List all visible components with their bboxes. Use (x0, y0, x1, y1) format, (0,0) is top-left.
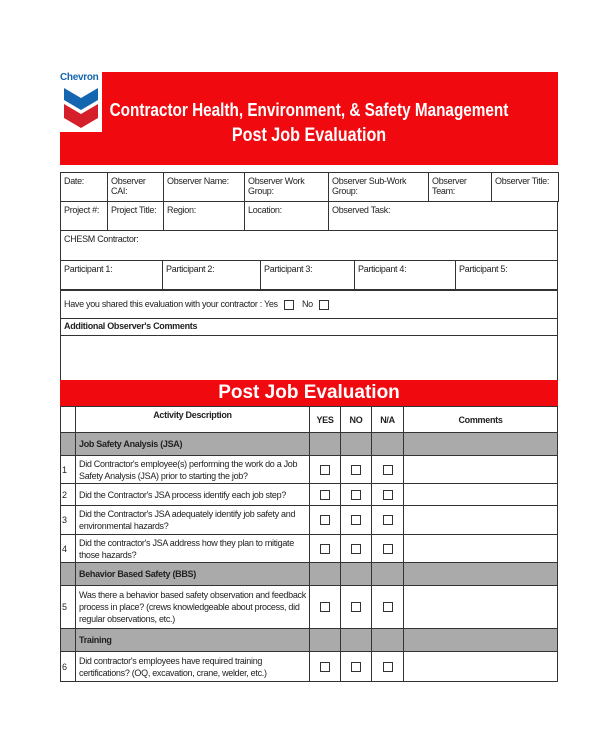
yes-header: YES (310, 407, 341, 433)
section-row (61, 433, 558, 456)
observer-cai-field[interactable]: Observer CAI: (108, 173, 164, 202)
yes-label: Yes (263, 299, 278, 310)
question-row (61, 535, 558, 563)
observed-task-field[interactable]: Observed Task: (329, 202, 558, 231)
shared-no-checkbox[interactable] (319, 300, 329, 310)
section-title: Behavior Based Safety (BBS) (76, 563, 310, 586)
observer-work-group-field[interactable]: Observer Work Group: (245, 173, 329, 202)
question-number: 6 (61, 652, 76, 682)
section-row (61, 563, 558, 586)
section-cell (341, 433, 372, 456)
yes-checkbox[interactable] (320, 515, 330, 525)
comments-field[interactable] (404, 484, 558, 506)
question-row (61, 484, 558, 506)
section-banner: Post Job Evaluation (60, 380, 558, 406)
location-field[interactable]: Location: (245, 202, 329, 231)
question-number: 1 (61, 456, 76, 484)
participant-1-field[interactable]: Participant 1: (61, 261, 163, 290)
no-header: NO (341, 407, 372, 433)
section-number-cell (61, 629, 76, 652)
na-checkbox[interactable] (383, 465, 393, 475)
comments-field[interactable] (404, 652, 558, 682)
na-checkbox[interactable] (383, 490, 393, 500)
participant-2-field[interactable]: Participant 2: (163, 261, 261, 290)
observer-team-field[interactable]: Observer Team: (429, 173, 492, 202)
no-checkbox[interactable] (351, 515, 361, 525)
info-table-row1 (60, 172, 559, 202)
section-cell (372, 629, 404, 652)
section-cell (404, 433, 558, 456)
participant-5-field[interactable]: Participant 5: (456, 261, 558, 290)
observer-name-field[interactable]: Observer Name: (164, 173, 245, 202)
section-cell (310, 563, 341, 586)
question-row (61, 586, 558, 629)
shared-question: Have you shared this evaluation with your contractor : (64, 299, 262, 310)
comments-field[interactable] (404, 506, 558, 535)
question-text: Did the contractor's JSA address how they plan to mitigate those hazards? (76, 535, 310, 563)
number-header (61, 407, 76, 433)
title-line-2: Post Job Evaluation (231, 125, 387, 146)
no-checkbox[interactable] (351, 465, 361, 475)
section-number-cell (61, 433, 76, 456)
question-number: 4 (61, 535, 76, 563)
observer-sub-work-group-field[interactable]: Observer Sub-Work Group: (329, 173, 429, 202)
question-number: 3 (61, 506, 76, 535)
comments-header: Comments (404, 407, 558, 433)
observer-title-field[interactable]: Observer Title: (492, 173, 559, 202)
section-cell (404, 629, 558, 652)
yes-checkbox[interactable] (320, 544, 330, 554)
no-checkbox[interactable] (351, 662, 361, 672)
project-title-field[interactable]: Project Title: (108, 202, 164, 231)
section-row (61, 629, 558, 652)
title-line-1: Contractor Health, Environment, & Safety Management (109, 100, 509, 120)
region-field[interactable]: Region: (164, 202, 245, 231)
comments-field[interactable] (404, 586, 558, 629)
section-cell (404, 563, 558, 586)
date-field[interactable]: Date: (61, 173, 108, 202)
yes-checkbox[interactable] (320, 662, 330, 672)
question-text: Did the Contractor's JSA adequately identify job safety and environmental hazards? (76, 506, 310, 535)
yes-checkbox[interactable] (320, 490, 330, 500)
section-cell (341, 629, 372, 652)
comments-field[interactable] (404, 456, 558, 484)
participant-3-field[interactable]: Participant 3: (261, 261, 355, 290)
question-row (61, 652, 558, 682)
logo-text: Chevron (60, 72, 99, 83)
na-checkbox[interactable] (383, 544, 393, 554)
header-banner (60, 72, 558, 165)
section-cell (310, 433, 341, 456)
checklist-table (60, 406, 558, 682)
question-number: 2 (61, 484, 76, 506)
chesm-contractor-field[interactable]: CHESM Contractor: (61, 231, 558, 261)
question-text: Did Contractor's employee(s) performing the work do a Job Safety Analysis (JSA) prior to starting the job? (76, 456, 310, 484)
na-checkbox[interactable] (383, 662, 393, 672)
yes-checkbox[interactable] (320, 465, 330, 475)
section-title: Job Safety Analysis (JSA) (76, 433, 310, 456)
additional-comments-field[interactable] (61, 336, 558, 381)
na-header: N/A (372, 407, 404, 433)
question-text: Did contractor's employees have required training certifications? (OQ, excavation, crane, welder, etc.) (76, 652, 310, 682)
no-checkbox[interactable] (351, 490, 361, 500)
question-row (61, 506, 558, 535)
chevron-logo (60, 72, 102, 132)
section-number-cell (61, 563, 76, 586)
section-cell (310, 629, 341, 652)
section-title: Training (76, 629, 310, 652)
question-text: Was there a behavior based safety observation and feedback process in place? (crews knowledgeable about process, did regular observations, etc.) (76, 586, 310, 629)
section-cell (341, 563, 372, 586)
question-row (61, 456, 558, 484)
section-cell (372, 433, 404, 456)
no-checkbox[interactable] (351, 602, 361, 612)
no-checkbox[interactable] (351, 544, 361, 554)
shared-question-row (61, 291, 558, 319)
shared-yes-checkbox[interactable] (284, 300, 294, 310)
project-number-field[interactable]: Project #: (61, 202, 108, 231)
na-checkbox[interactable] (383, 602, 393, 612)
activity-header: Activity Description (76, 407, 310, 433)
section-cell (372, 563, 404, 586)
comments-field[interactable] (404, 535, 558, 563)
na-checkbox[interactable] (383, 515, 393, 525)
additional-comments-label: Additional Observer's Comments (61, 319, 558, 336)
participant-4-field[interactable]: Participant 4: (355, 261, 456, 290)
question-number: 5 (61, 586, 76, 629)
no-label: No (301, 299, 313, 310)
yes-checkbox[interactable] (320, 602, 330, 612)
question-text: Did the Contractor's JSA process identify each job step? (76, 484, 310, 506)
